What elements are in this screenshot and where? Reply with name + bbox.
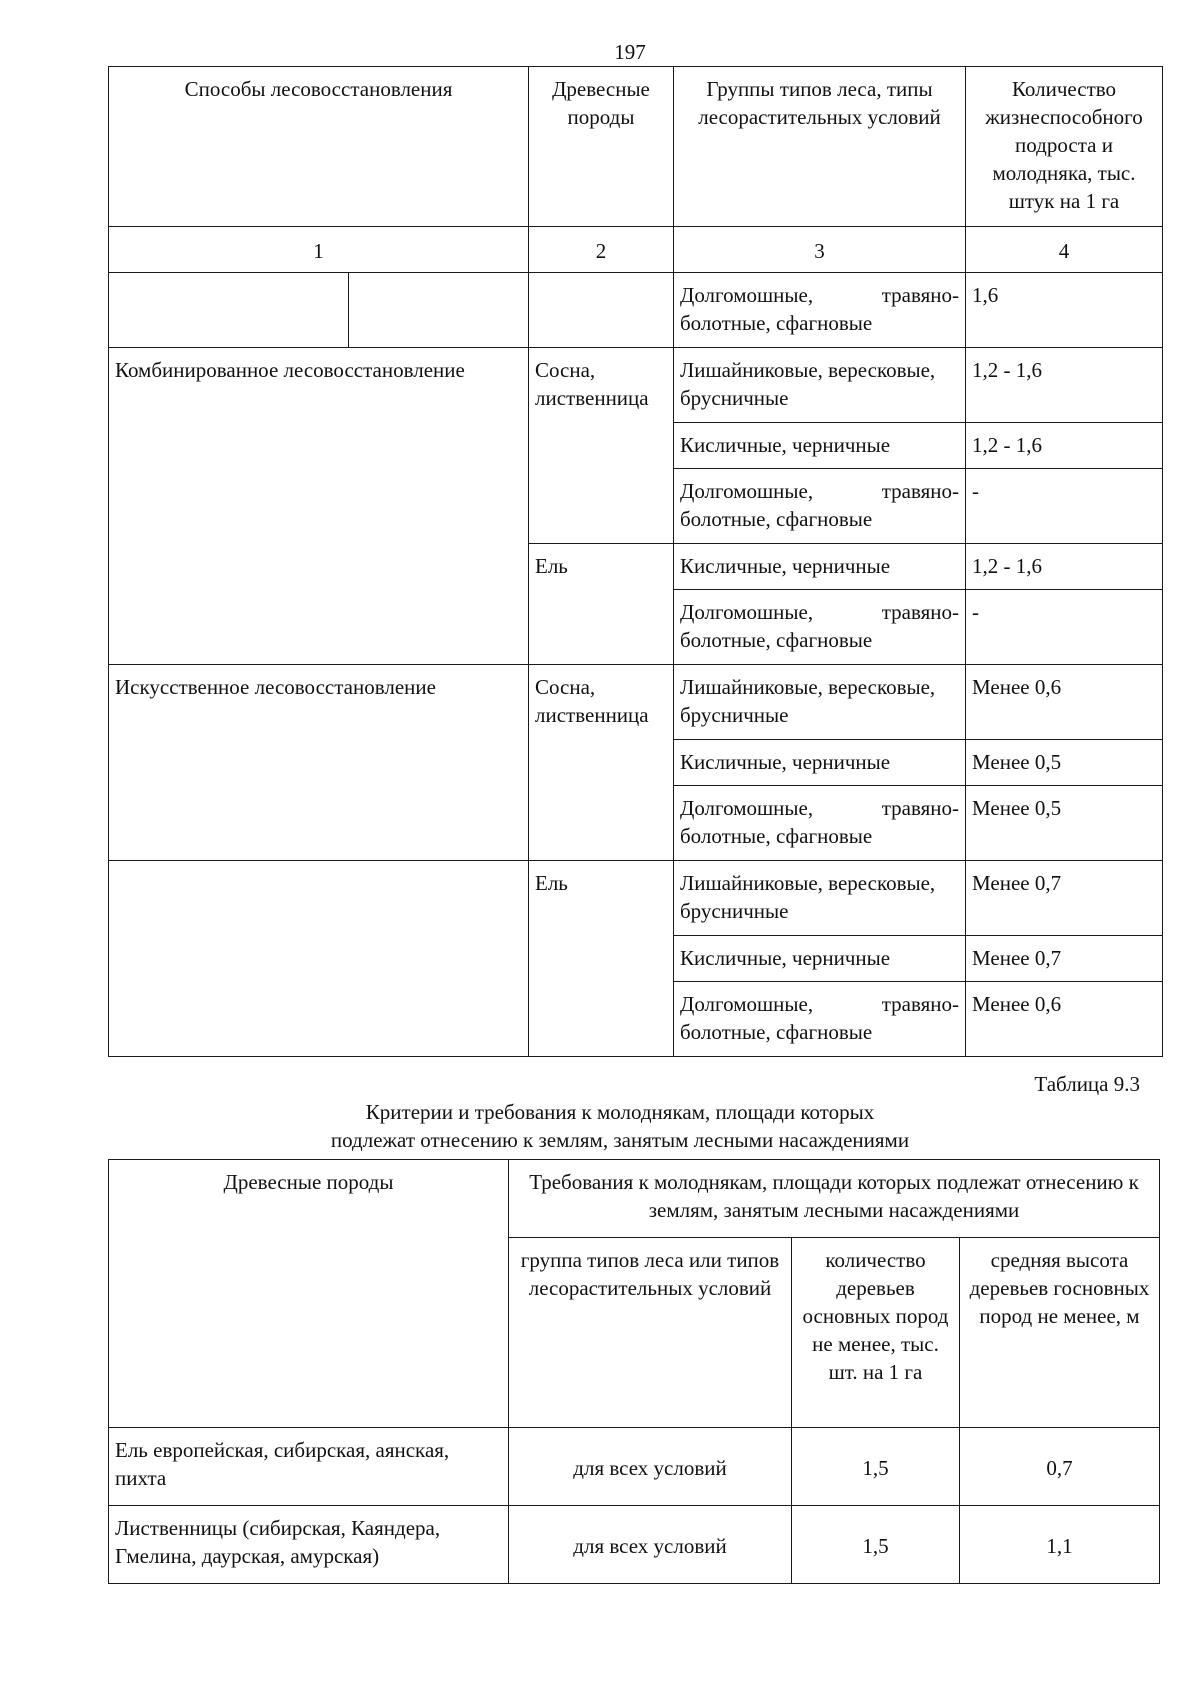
column-number-row xyxy=(109,227,1163,273)
group-text: травяно- xyxy=(881,992,959,1016)
group-text: Долгомошные, xyxy=(680,283,814,307)
table-row xyxy=(109,348,1163,423)
species-cell: Сосна, лиственница xyxy=(529,665,674,861)
reforestation-table xyxy=(108,66,1163,1057)
method-cell: Искусственное лесовосстановление xyxy=(109,665,529,861)
header-species: Древесные породы xyxy=(529,67,674,227)
group-text: травяно- xyxy=(881,283,959,307)
forest-group-cell xyxy=(674,273,966,348)
forest-group-cell: Кисличные, черничные xyxy=(674,740,966,786)
table-caption: Таблица 9.3 xyxy=(1034,1072,1140,1096)
column-number: 4 xyxy=(966,227,1163,273)
header-count: количество деревьев основных пород не менее, тыс. шт. на 1 га xyxy=(792,1238,960,1428)
column-number: 1 xyxy=(109,227,529,273)
header-species: Древесные породы xyxy=(109,1160,509,1428)
value-cell: - xyxy=(966,469,1163,544)
group-text: болотные, сфагновые xyxy=(680,1020,873,1044)
group-text: травяно- xyxy=(881,600,959,624)
species-cell: Ель европейская, сибирская, аянская, пихта xyxy=(109,1428,509,1506)
method-cell xyxy=(109,273,349,348)
table-header-row xyxy=(109,67,1163,227)
species-cell: Сосна, лиственница xyxy=(529,348,674,544)
method-cell xyxy=(349,273,529,348)
height-cell: 1,1 xyxy=(960,1506,1160,1584)
group-text: Долгомошные, xyxy=(680,479,814,503)
species-cell: Ель xyxy=(529,544,674,665)
group-text: болотные, сфагновые xyxy=(680,507,873,531)
value-cell: 1,2 - 1,6 xyxy=(966,423,1163,469)
group-cell: для всех условий xyxy=(509,1506,792,1584)
group-text: Долгомошные, xyxy=(680,796,814,820)
value-cell: Менее 0,7 xyxy=(966,861,1163,936)
table-title-line: Критерии и требования к молоднякам, площади которых xyxy=(365,1100,875,1124)
height-cell: 0,7 xyxy=(960,1428,1160,1506)
header-height: средняя высота деревьев госновных пород не менее, м xyxy=(960,1238,1160,1428)
column-number: 2 xyxy=(529,227,674,273)
forest-group-cell: Кисличные, черничные xyxy=(674,936,966,982)
species-cell xyxy=(529,273,674,348)
value-cell: 1,6 xyxy=(966,273,1163,348)
forest-group-cell: Лишайниковые, вересковые, брусничные xyxy=(674,861,966,936)
header-forest-groups: Группы типов леса, типы лесорастительных условий xyxy=(674,67,966,227)
group-text: болотные, сфагновые xyxy=(680,628,873,652)
table-title-line: подлежат отнесению к землям, занятым лесными насаждениями xyxy=(330,1128,910,1152)
table-row xyxy=(109,1428,1160,1506)
species-cell: Лиственницы (сибирская, Каяндера, Гмелина, даурская, амурская) xyxy=(109,1506,509,1584)
header-group: группа типов леса или типов лесорастительных условий xyxy=(509,1238,792,1428)
forest-group-cell xyxy=(674,469,966,544)
method-cell xyxy=(109,861,529,1057)
species-cell: Ель xyxy=(529,861,674,1057)
table-header-row xyxy=(109,1160,1160,1238)
header-quantity: Количество жизнеспособного подроста и молодняка, тыс. штук на 1 га xyxy=(966,67,1163,227)
header-methods: Способы лесовосстановления xyxy=(109,67,529,227)
header-requirements: Требования к молоднякам, площади которых подлежат отнесению к землям, занятым лесными насаждениями xyxy=(509,1160,1160,1238)
group-cell: для всех условий xyxy=(509,1428,792,1506)
method-cell: Комбинированное лесовосстановление xyxy=(109,348,529,665)
value-cell: - xyxy=(966,590,1163,665)
forest-group-cell xyxy=(674,590,966,665)
value-cell: Менее 0,5 xyxy=(966,786,1163,861)
value-cell: Менее 0,6 xyxy=(966,665,1163,740)
count-cell: 1,5 xyxy=(792,1506,960,1584)
group-text: травяно- xyxy=(881,479,959,503)
value-cell: Менее 0,6 xyxy=(966,982,1163,1057)
forest-group-cell: Лишайниковые, вересковые, брусничные xyxy=(674,348,966,423)
value-cell: Менее 0,5 xyxy=(966,740,1163,786)
value-cell: Менее 0,7 xyxy=(966,936,1163,982)
column-number: 3 xyxy=(674,227,966,273)
group-text: болотные, сфагновые xyxy=(680,311,873,335)
forest-group-cell: Кисличные, черничные xyxy=(674,544,966,590)
forest-group-cell: Кисличные, черничные xyxy=(674,423,966,469)
page-number: 197 xyxy=(614,40,646,64)
forest-group-cell: Лишайниковые, вересковые, брусничные xyxy=(674,665,966,740)
young-stands-table xyxy=(108,1159,1160,1584)
value-cell: 1,2 - 1,6 xyxy=(966,544,1163,590)
table-row xyxy=(109,665,1163,740)
count-cell: 1,5 xyxy=(792,1428,960,1506)
table-row xyxy=(109,861,1163,936)
group-text: Долгомошные, xyxy=(680,992,814,1016)
group-text: болотные, сфагновые xyxy=(680,824,873,848)
forest-group-cell xyxy=(674,786,966,861)
group-text: травяно- xyxy=(881,796,959,820)
value-cell: 1,2 - 1,6 xyxy=(966,348,1163,423)
table-row xyxy=(109,273,1163,348)
group-text: Долгомошные, xyxy=(680,600,814,624)
forest-group-cell xyxy=(674,982,966,1057)
table-row xyxy=(109,1506,1160,1584)
